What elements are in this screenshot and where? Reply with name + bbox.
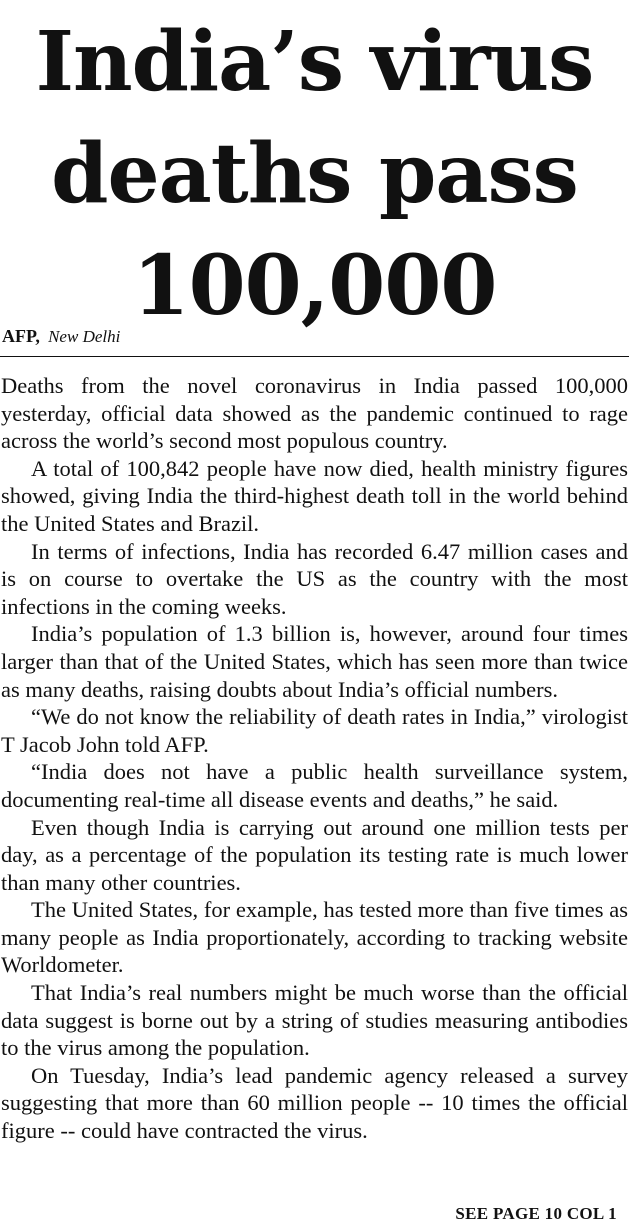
byline [2, 325, 120, 348]
article-paragraph: Even though India is carrying out around one million tests per day, as a percentage of the population its testing rate is much lower than many other countries. [1, 814, 628, 895]
article-paragraph: In terms of infections, India has recorded 6.47 million cases and is on course to overtake the US as the country with the most infections in the coming weeks. [1, 538, 628, 619]
article-paragraph: That India’s real numbers might be much worse than the official data suggest is borne out by a string of studies measuring antibodies to the virus among the population. [1, 980, 628, 1061]
article-paragraph: “We do not know the reliability of death rates in India,” virologist T Jacob John told AFP. [1, 704, 628, 757]
article-body [1, 372, 628, 1145]
continued-jump-line: SEE PAGE 10 COL 1 [455, 1204, 617, 1223]
byline-location: New Delhi [48, 327, 121, 346]
article-paragraph: “India does not have a public health surveillance system, documenting real-time all disease events and deaths,” he said. [1, 759, 628, 812]
headline [0, 6, 629, 342]
byline-agency: AFP, [2, 326, 40, 346]
headline-line-2: deaths pass [51, 126, 578, 222]
article-paragraph: India’s population of 1.3 billion is, however, around four times larger than that of the United States, which has seen more than twice as many deaths, raising doubts about India’s official numbers. [1, 621, 628, 702]
headline-line-1: India’s virus [35, 14, 594, 110]
article-paragraph: Deaths from the novel coronavirus in India passed 100,000 yesterday, official data showed as the pandemic continued to rage across the world’s second most populous country. [1, 373, 628, 454]
byline-divider [0, 356, 629, 357]
headline-line-3: 100,000 [132, 238, 497, 334]
article-paragraph: On Tuesday, India’s lead pandemic agency released a survey suggesting that more than 60 million people -- 10 times the official figure -- could have contracted the virus. [1, 1062, 628, 1144]
article-paragraph: A total of 100,842 people have now died, health ministry figures showed, giving India the third-highest death toll in the world behind the United States and Brazil. [1, 455, 628, 536]
article-paragraph: The United States, for example, has tested more than five times as many people as India proportionately, according to tracking website Worldometer. [1, 897, 628, 978]
